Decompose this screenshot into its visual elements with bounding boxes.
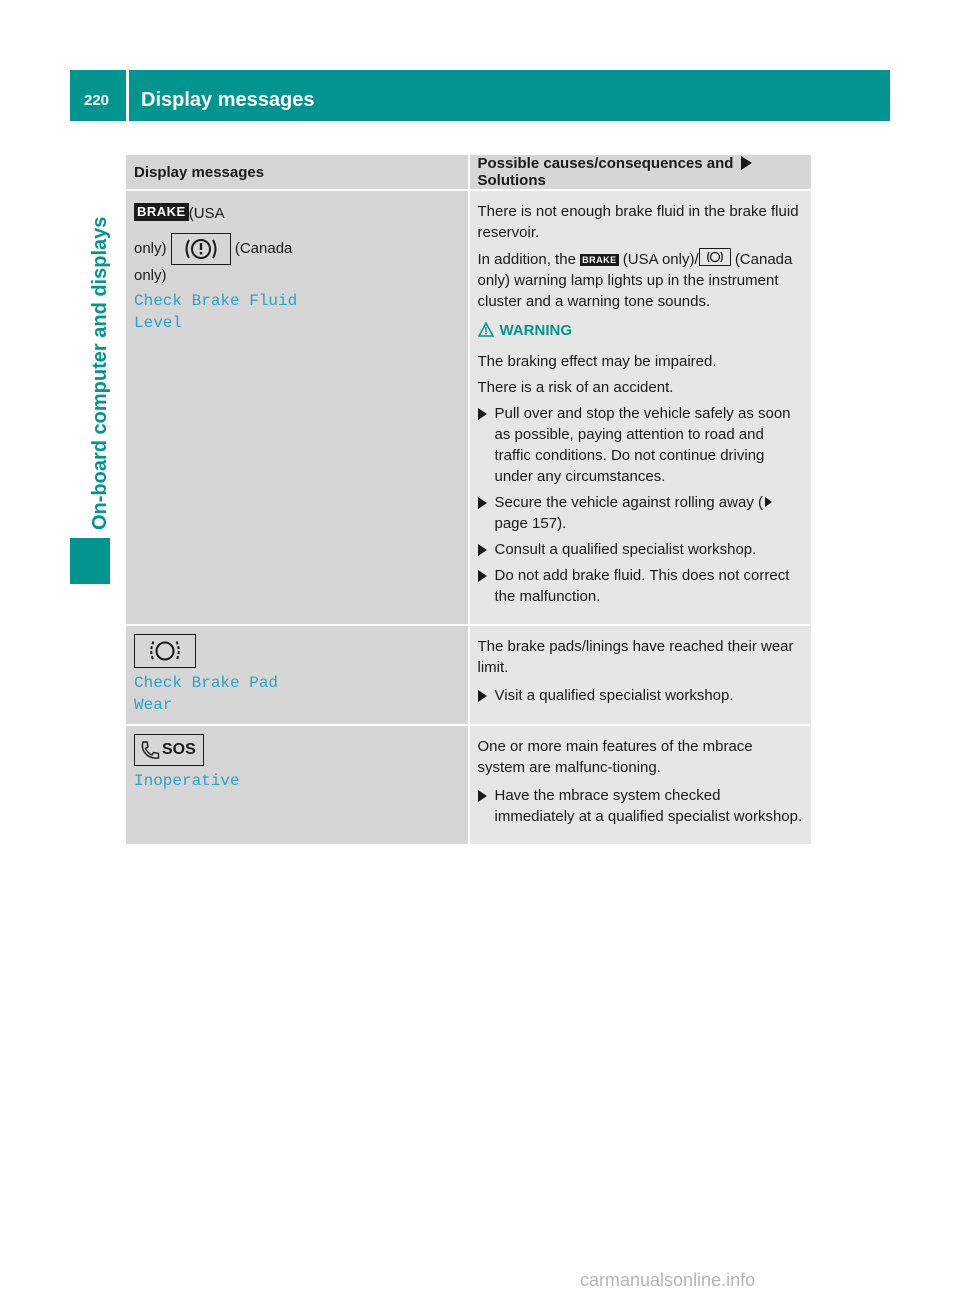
message-check-brake-pad-line2: Wear [134,696,173,714]
page-reference-link[interactable]: page 157). [494,515,567,532]
causes-solutions-cell [469,190,812,625]
brake-circle-icon [171,233,231,265]
warning-triangle-icon [478,322,494,337]
section-marker [70,538,110,584]
solution-step-text: Consult a qualified specialist workshop. [494,541,757,558]
table-row [126,190,811,625]
table-row [126,625,811,725]
page-number: 220 [84,92,110,109]
solution-step [478,785,804,827]
cause-text-2a: In addition, the [477,251,576,268]
message-check-brake-fluid-line2: Level [134,314,183,332]
header-divider [126,70,129,121]
message-check-brake-fluid-line1: Check Brake Fluid [134,292,298,310]
cause-text-2c: (Canada only) warning lamp lights up in the instrument cluster and a warning tone sounds. [477,251,793,310]
message-check-brake-pad-line1: Check Brake Pad [134,674,279,692]
page-reference-icon [765,497,772,507]
warning-text-1: The braking effect may be impaired. [477,353,717,370]
table-header-row [126,155,811,190]
page-header [70,70,890,121]
solution-step-text: Visit a qualified specialist workshop. [494,687,734,704]
brake-warning-icon: BRAKE [134,203,189,221]
solution-step [478,565,804,607]
step-arrow-icon [478,408,487,420]
display-message-cell [126,725,469,845]
cause-text: There is not enough brake fluid in the brake fluid reservoir. [477,203,799,241]
step-arrow-icon [478,497,487,509]
cause-text-2b: (USA only)/ [622,251,699,268]
col-header-causes-text: Possible causes/consequences and [477,155,734,172]
solution-step [478,492,804,534]
table-row [126,725,811,845]
solutions-arrow-icon [741,156,752,170]
watermark: carmanualsonline.info [580,1270,756,1290]
causes-solutions-cell [469,725,812,845]
step-arrow-icon [478,570,487,582]
solution-step-text: Have the mbrace system checked immediately at a qualified specialist workshop. [494,787,803,825]
display-messages-table [126,155,811,846]
cause-text: One or more main features of the mbrace system are malfunc-tioning. [477,738,753,776]
solution-step-text: Secure the vehicle against rolling away ( [494,494,763,511]
sos-label: SOS [162,741,196,758]
only-label-2: only) [134,267,167,284]
solution-step-text: Pull over and stop the vehicle safely as soon as possible, paying attention to road and traffic conditions. Do not continue driving under any circumstances. [494,405,791,485]
only-label: only) [134,239,167,257]
col-header-solutions-text: Solutions [477,172,546,189]
display-message-cell [126,625,469,725]
usa-label: (USA [188,205,225,222]
step-arrow-icon [478,544,487,556]
solution-step [478,403,804,487]
col-header-causes [469,155,812,190]
warning-label: WARNING [499,322,572,339]
warning-heading [478,320,804,341]
brake-circle-icon-small [699,248,731,266]
col-header-display-messages: Display messages [126,155,469,190]
message-inoperative: Inoperative [134,772,240,790]
cause-text-2 [478,248,804,312]
solution-step [478,539,804,560]
solution-step-text: Do not add brake fluid. This does not correct the malfunction. [494,567,790,605]
page-title: Display messages [141,89,315,111]
canada-label: (Canada [234,239,293,257]
warning-text-2: There is a risk of an accident. [477,379,674,396]
phone-icon [138,739,162,763]
display-message-cell [126,190,469,625]
brake-warning-icon-small: BRAKE [582,255,617,265]
causes-solutions-cell [469,625,812,725]
section-side-label: On-board computer and displays [89,216,111,530]
solution-step [478,685,804,706]
brake-pad-wear-icon [134,634,196,668]
step-arrow-icon [478,690,487,702]
cause-text: The brake pads/linings have reached their wear limit. [477,638,794,676]
step-arrow-icon [478,790,487,802]
sos-icon [134,734,204,766]
